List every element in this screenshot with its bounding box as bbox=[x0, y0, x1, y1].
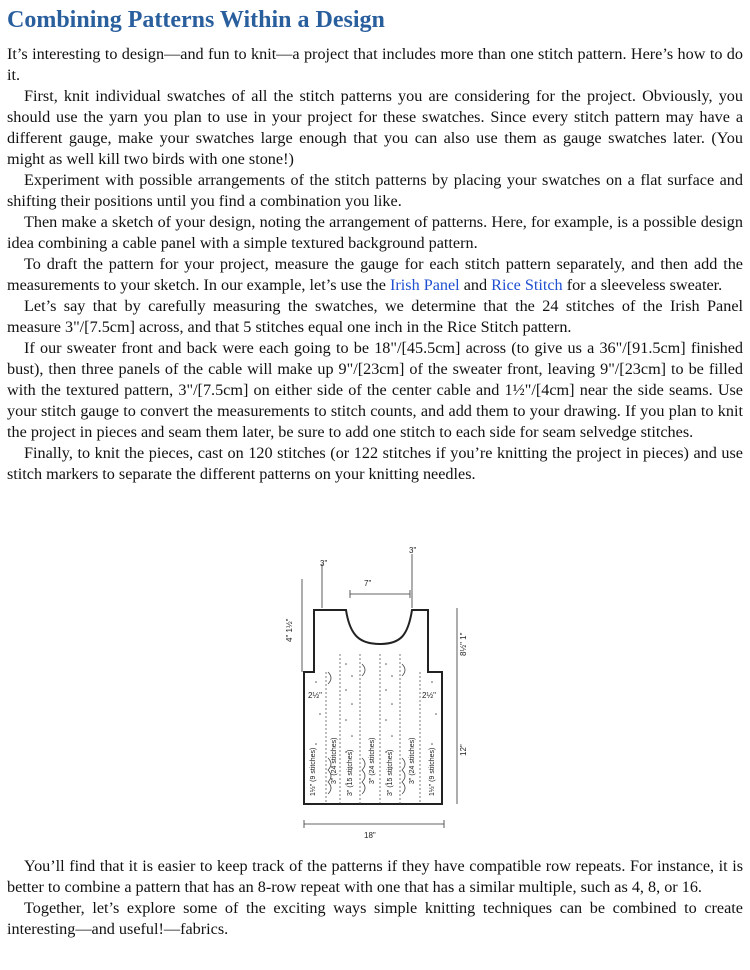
label-cable-center: 3" (24 stitches) bbox=[369, 737, 376, 784]
paragraph-finally: Finally, to knit the pieces, cast on 120 stitches (or 122 stitches if you’re knitting the project in pieces) and use stitch markers to separate the different patterns on your knitting needles. bbox=[7, 444, 743, 483]
dim-bottom: 18" bbox=[364, 831, 376, 840]
draft-text-before: To draft the pattern for your project, measure the gauge for each stitch pattern separately, and then add the measurements to your sketch. In our example, let’s use the bbox=[7, 255, 743, 294]
paragraph-repeats: You’ll find that it is easier to keep track of the patterns if they have compatible row repeats. For instance, it is better to combine a pattern that has an 8-row repeat with one that has a similar multiple, such as 4, 8, or 16. bbox=[7, 857, 743, 896]
sweater-schematic bbox=[276, 544, 476, 842]
dim-corner-right: 2½" bbox=[422, 691, 436, 700]
paragraph-calculation: If our sweater front and back were each going to be 18"/[45.5cm] across (to give us a 36"/[91.5cm] finished bust), then three panels of the cable will make up 9"/[23cm] of the sweater front, leaving 9"/[23cm] to be filled with the textured pattern, 3"/[7.5cm] on either side of the center cable and 1½"/[4cm] near the side seams. Use your stitch gauge to convert the measurements to stitch counts, and add them to your drawing. If you plan to knit the project in pieces and seam them later, be sure to add one stitch to each side for seam selvedge stitches. bbox=[7, 339, 743, 441]
dim-neck: 7" bbox=[364, 579, 372, 588]
body-text-top bbox=[7, 44, 743, 485]
paragraph-draft bbox=[7, 254, 743, 296]
draft-text-middle: and bbox=[459, 276, 492, 294]
body-text-bottom bbox=[7, 856, 743, 940]
label-rice-right: 3" (15 stitches) bbox=[387, 749, 394, 796]
label-side-right: 1½" (9 stitches) bbox=[429, 747, 436, 796]
dim-right-top: 8½" 1" bbox=[459, 632, 468, 656]
label-rice-left: 3" (15 stitches) bbox=[347, 749, 354, 796]
dim-top-left: 3" bbox=[320, 559, 328, 568]
label-side-left: 1½" (9 stitches) bbox=[310, 747, 317, 796]
paragraph-experiment: Experiment with possible arrangements of the stitch patterns by placing your swatches on a flat surface and shifting their positions until you find a combination you like. bbox=[7, 171, 743, 210]
label-cable-right: 3" (24 stitches) bbox=[409, 737, 416, 784]
paragraph-sketch: Then make a sketch of your design, noting the arrangement of patterns. Here, for example, is a possible design idea combining a cable panel with a simple textured background pattern. bbox=[7, 213, 743, 252]
dim-right-bottom: 12" bbox=[459, 744, 468, 756]
paragraph-measure: Let’s say that by carefully measuring the swatches, we determine that the 24 stitches of the Irish Panel measure 3"/[7.5cm] across, and that 5 stitches equal one inch in the Rice Stitch pattern. bbox=[7, 297, 743, 336]
label-cable-left: 3" (24 stitches) bbox=[331, 737, 338, 784]
page-title: Combining Patterns Within a Design bbox=[7, 7, 385, 33]
dim-corner-left: 2½" bbox=[308, 691, 322, 700]
irish-panel-link[interactable]: Irish Panel bbox=[390, 276, 460, 294]
dim-left-armhole: 4" 1½" bbox=[285, 618, 294, 642]
paragraph-intro: It’s interesting to design—and fun to knit—a project that includes more than one stitch pattern. Here’s how to do it. bbox=[7, 45, 743, 84]
draft-text-after: for a sleeveless sweater. bbox=[562, 276, 723, 294]
paragraph-swatches: First, knit individual swatches of all the stitch patterns you are considering for the project. Obviously, you should use the yarn you plan to use in your project for these swatches. Since every stitch pattern may have a different gauge, make your swatches large enough that you can also use them as gauge swatches later. (You might as well kill two birds with one stone!) bbox=[7, 87, 743, 168]
paragraph-together: Together, let’s explore some of the exciting ways simple knitting techniques can be combined to create interesting—and useful!—fabrics. bbox=[7, 899, 743, 938]
rice-stitch-link[interactable]: Rice Stitch bbox=[491, 276, 563, 294]
dim-top-right: 3" bbox=[409, 546, 417, 555]
